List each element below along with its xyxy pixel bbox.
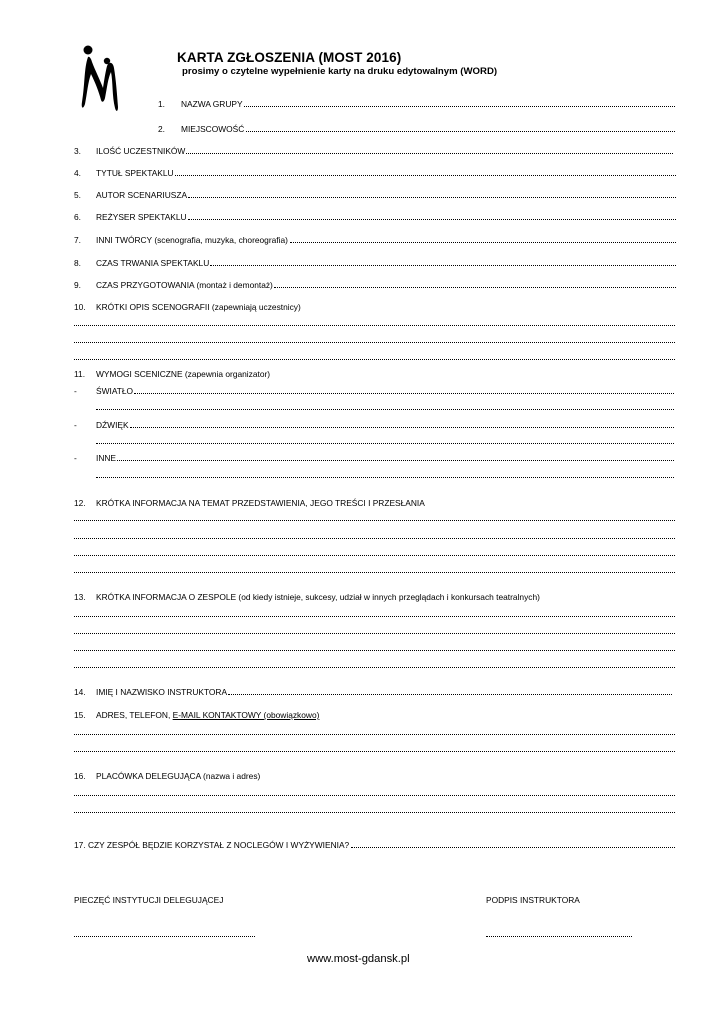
field-5-input-line[interactable]	[188, 197, 676, 198]
field-15-label-required: E-MAIL KONTAKTOWY (obowiązkowo)	[172, 710, 320, 720]
field-10-number: 10.	[74, 302, 86, 312]
field-3-number: 3.	[74, 146, 81, 156]
light-input-line[interactable]	[134, 393, 674, 394]
sound-row	[96, 420, 674, 430]
field-2-row	[181, 124, 675, 134]
field-13-number: 13.	[74, 592, 86, 602]
other-input-line[interactable]	[117, 460, 674, 461]
form-subtitle: prosimy o czytelne wypełnienie karty na druku edytowalnym (WORD)	[182, 66, 498, 77]
field-14-input-line[interactable]	[228, 694, 672, 695]
field-16-number: 16.	[74, 771, 86, 781]
field-17-input-line[interactable]	[351, 847, 675, 848]
field-2-label: MIEJSCOWOŚĆ	[181, 124, 245, 134]
field-6-input-line[interactable]	[188, 219, 676, 220]
sound-line-2[interactable]	[96, 443, 674, 444]
field-15-line-2[interactable]	[74, 751, 675, 752]
field-9-number: 9.	[74, 280, 81, 290]
field-7-row	[96, 235, 676, 245]
field-7-label: INNI TWÓRCY (scenografia, muzyka, choreografia)	[96, 235, 288, 245]
field-8-label: CZAS TRWANIA SPEKTAKLU	[96, 258, 210, 268]
field-1-label: NAZWA GRUPY	[181, 99, 243, 109]
field-6-label: REŻYSER SPEKTAKLU	[96, 212, 187, 222]
field-1-input-line[interactable]	[244, 106, 675, 107]
field-14-number: 14.	[74, 687, 86, 697]
field-4-input-line[interactable]	[175, 175, 676, 176]
field-13-line-4[interactable]	[74, 667, 675, 668]
field-15-line-1[interactable]	[74, 734, 675, 735]
field-17-row	[74, 840, 675, 850]
field-17-label: 17. CZY ZESPÓŁ BĘDZIE KORZYSTAŁ Z NOCLEGÓW I WYŻYWIENIA?	[74, 840, 350, 850]
field-12-line-2[interactable]	[74, 538, 675, 539]
other-label: INNE	[96, 453, 117, 463]
field-8-row	[96, 258, 676, 268]
most-logo	[74, 44, 130, 120]
sound-bullet: -	[74, 420, 77, 430]
field-13-line-2[interactable]	[74, 633, 675, 634]
field-15-label	[96, 710, 319, 720]
field-8-number: 8.	[74, 258, 81, 268]
light-line-2[interactable]	[96, 409, 674, 410]
field-12-line-3[interactable]	[74, 555, 675, 556]
field-13-line-1[interactable]	[74, 616, 675, 617]
field-5-number: 5.	[74, 190, 81, 200]
field-9-input-line[interactable]	[274, 287, 676, 288]
field-13-line-3[interactable]	[74, 650, 675, 651]
field-12-number: 12.	[74, 498, 86, 508]
form-title: KARTA ZGŁOSZENIA (MOST 2016)	[177, 50, 402, 65]
light-label: ŚWIATŁO	[96, 386, 134, 396]
sound-label: DŹWIĘK	[96, 420, 129, 430]
field-2-input-line[interactable]	[246, 131, 675, 132]
field-7-number: 7.	[74, 235, 81, 245]
field-3-input-line[interactable]	[186, 153, 673, 154]
field-5-row	[96, 190, 676, 200]
field-3-row	[96, 146, 673, 156]
stamp-label: PIECZĘĆ INSTYTUCJI DELEGUJĄCEJ	[74, 895, 224, 905]
field-4-label: TYTUŁ SPEKTAKLU	[96, 168, 174, 178]
field-10-label: KRÓTKI OPIS SCENOGRAFII (zapewniają uczestnicy)	[96, 302, 301, 312]
field-4-row	[96, 168, 676, 178]
field-10-line-3[interactable]	[74, 359, 675, 360]
light-bullet: -	[74, 386, 77, 396]
field-7-input-line[interactable]	[290, 242, 676, 243]
field-14-label: IMIĘ I NAZWISKO INSTRUKTORA	[96, 687, 228, 697]
light-row	[96, 386, 674, 396]
field-5-label: AUTOR SCENARIUSZA	[96, 190, 188, 200]
field-6-row	[96, 212, 676, 222]
field-11-number: 11.	[74, 369, 86, 379]
field-15-number: 15.	[74, 710, 86, 720]
field-16-label: PLACÓWKA DELEGUJĄCA (nazwa i adres)	[96, 771, 261, 781]
field-1-number: 1.	[158, 99, 165, 109]
field-13-label: KRÓTKA INFORMACJA O ZESPOLE (od kiedy istnieje, sukcesy, udział w innych przeglądach i konkursach teatralnych)	[96, 592, 540, 602]
field-10-line-2[interactable]	[74, 342, 675, 343]
field-10-line-1[interactable]	[74, 325, 675, 326]
field-3-label: ILOŚĆ UCZESTNIKÓW	[96, 146, 186, 156]
signature-label: PODPIS INSTRUKTORA	[486, 895, 580, 905]
field-12-label: KRÓTKA INFORMACJA NA TEMAT PRZEDSTAWIENIA, JEGO TREŚCI I PRZESŁANIA	[96, 498, 425, 508]
field-4-number: 4.	[74, 168, 81, 178]
field-9-row	[96, 280, 676, 290]
other-row	[96, 453, 674, 463]
field-16-line-2[interactable]	[74, 812, 675, 813]
other-line-2[interactable]	[96, 477, 674, 478]
field-9-label: CZAS PRZYGOTOWANIA (montaż i demontaż)	[96, 280, 273, 290]
other-bullet: -	[74, 453, 77, 463]
field-8-input-line[interactable]	[210, 265, 676, 266]
field-6-number: 6.	[74, 212, 81, 222]
sound-input-line[interactable]	[130, 427, 674, 428]
stamp-line[interactable]	[74, 936, 255, 937]
field-12-line-4[interactable]	[74, 572, 675, 573]
field-14-row	[96, 687, 672, 697]
signature-line[interactable]	[486, 936, 632, 937]
field-16-line-1[interactable]	[74, 795, 675, 796]
field-2-number: 2.	[158, 124, 165, 134]
field-15-label-plain: ADRES, TELEFON,	[96, 710, 173, 720]
field-12-line-1[interactable]	[74, 520, 675, 521]
field-11-label: WYMOGI SCENICZNE (zapewnia organizator)	[96, 369, 271, 379]
field-1-row	[181, 99, 675, 109]
footer-url[interactable]: www.most-gdansk.pl	[307, 953, 410, 965]
